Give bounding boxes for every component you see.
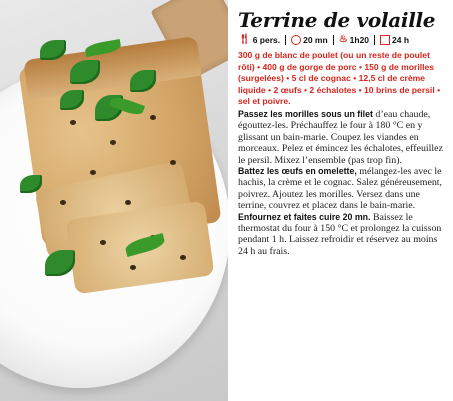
- prep-time: [291, 35, 328, 45]
- morel-piece: [70, 120, 76, 125]
- servings-value: 6 pers.: [252, 35, 281, 45]
- recipe-text: [238, 8, 448, 257]
- recipe-meta: [238, 35, 448, 45]
- rest-time: [380, 35, 409, 45]
- morel-piece: [125, 200, 131, 205]
- step-text: d’eau chaude, égouttez-les. Préchauffez le four à 180 °C en y glissant un bain-marie. Coupez les viandes en morceaux. Pelez et émincez les échalotes, effeuillez le persil. Mixez l’ensemble (pas trop fin).: [238, 108, 443, 166]
- cutlery-icon: 🍴︎: [238, 34, 251, 45]
- morel-piece: [170, 160, 176, 165]
- morel-piece: [150, 115, 156, 120]
- morel-piece: [90, 170, 96, 175]
- step-text: mélangez-les avec le hachis, la crème et le cognac. Salez généreusement, poivrez. Ajoutez les morilles. Versez dans une terrine, couvrez et placez dans le bain-marie.: [238, 166, 442, 212]
- ingredients-list: 300 g de blanc de poulet (ou un reste de poulet rôti) • 400 g de gorge de porc • 150 g de morilles (surgelées) • 5 cl de cognac • 12,5 cl de crème liquide • 2 œufs • 2 échalotes • 10 brins de persil • sel et poivre.: [238, 50, 441, 107]
- step-lead: Battez les œufs en omelette,: [238, 166, 357, 176]
- cook-time: [339, 35, 369, 45]
- rest-time-value: 24 h: [392, 35, 410, 45]
- divider: [374, 35, 375, 45]
- timer-icon: [291, 35, 301, 45]
- step-1: [238, 109, 448, 166]
- divider: [285, 35, 286, 45]
- divider: [333, 35, 334, 45]
- morel-piece: [130, 265, 136, 270]
- step-2: [238, 166, 448, 212]
- morel-piece: [110, 140, 116, 145]
- step-text: Baissez le thermostat du four à 150 °C et prolongez la cuisson pendant 1 h. Laissez refroidir et réservez au moins 24 h au frais.: [238, 211, 442, 257]
- pan-icon: ♨︎: [338, 34, 348, 45]
- step-lead: Passez les morilles sous un filet: [238, 108, 373, 119]
- cook-time-value: 1h20: [349, 35, 370, 45]
- morel-piece: [100, 240, 106, 245]
- step-3: [238, 212, 448, 258]
- fridge-icon: [380, 35, 390, 45]
- morel-piece: [180, 255, 186, 260]
- prep-time-value: 20 mn: [303, 35, 328, 45]
- step-lead: Enfournez et faites cuire 20 mn.: [238, 211, 371, 222]
- servings: [238, 35, 280, 45]
- morel-piece: [60, 200, 66, 205]
- recipe-title: Terrine de volaille: [238, 8, 436, 32]
